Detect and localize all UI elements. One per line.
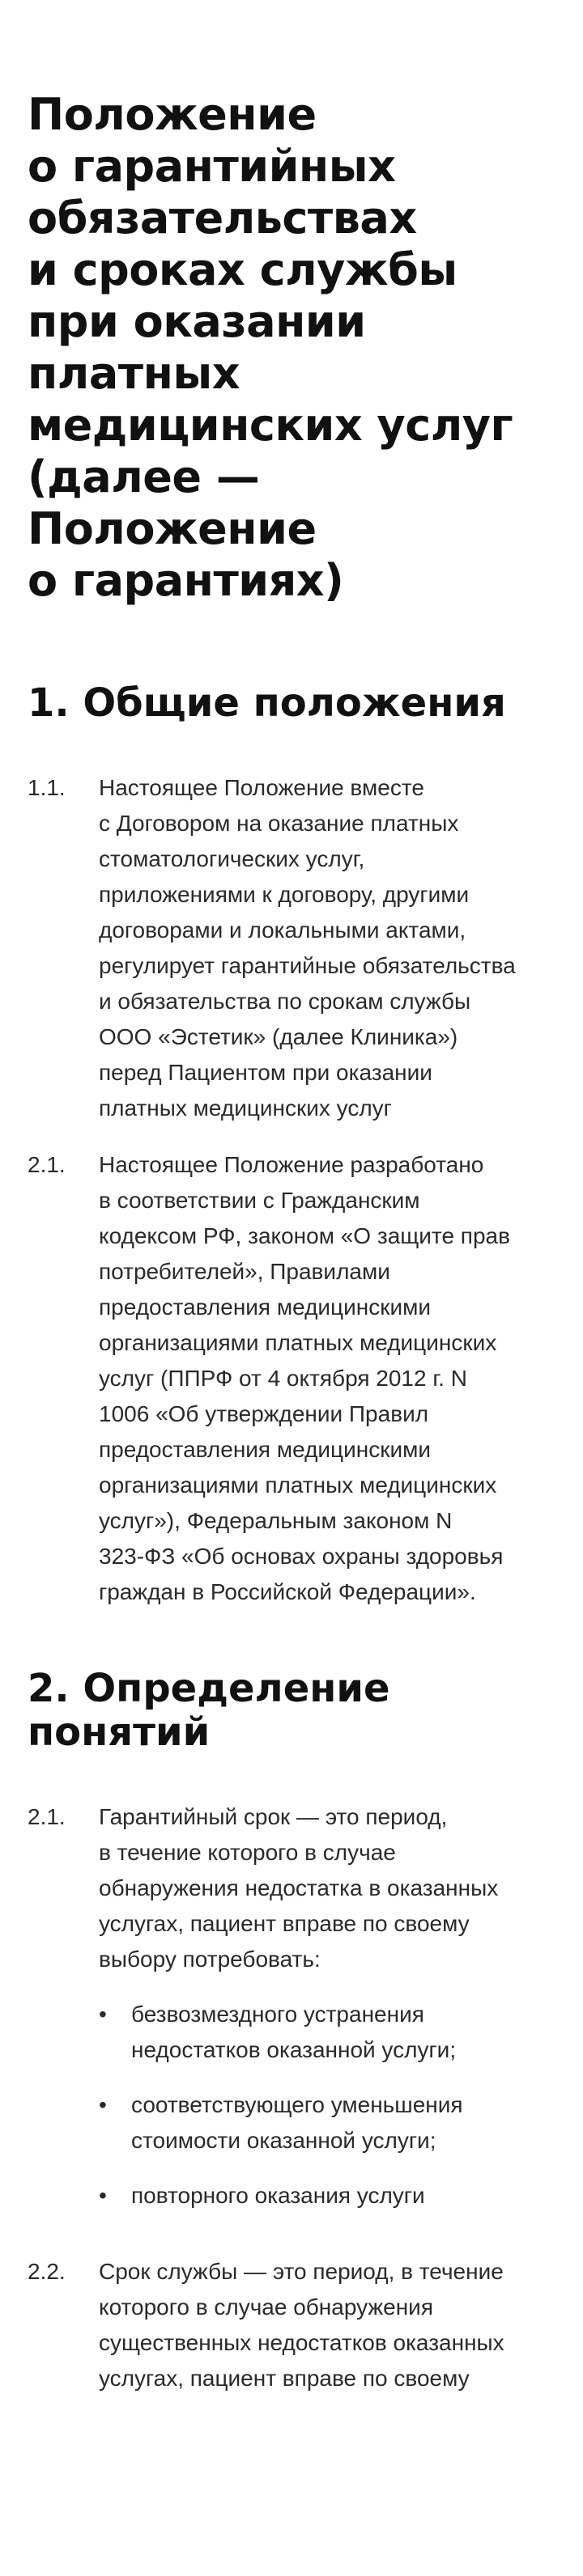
clause-line: ООО «Эстетик» (далее Клиника»): [99, 1024, 458, 1049]
clause-line: платных медицинских услуг: [99, 1095, 392, 1121]
clause-number: 2.2.: [28, 2259, 66, 2284]
section-title-line: 2. Определение: [28, 1666, 390, 1711]
title-line: о гарантиях): [28, 555, 344, 606]
clause: [28, 770, 559, 1126]
section-title-line: 1. Общие положения: [28, 680, 506, 726]
clause-text: [99, 2254, 559, 2396]
clause-line: в течение которого в случае: [99, 1840, 396, 1865]
clause-line: организациями платных медицинских: [99, 1472, 497, 1498]
clause-line: которого в случае обнаружения: [99, 2294, 433, 2320]
clause-line: Гарантийный срок — это период,: [99, 1804, 448, 1829]
bullet-text: [131, 1997, 559, 2068]
clause-line: услуг (ППРФ от 4 октября 2012 г. N: [99, 1366, 467, 1391]
bullet-icon: •: [99, 2183, 107, 2208]
clause: [28, 2254, 559, 2396]
title-line: и сроках службы: [28, 244, 457, 295]
bullet-line: соответствующего уменьшения: [131, 2092, 463, 2117]
clause-line: услугах, пациент вправе по своему: [99, 1911, 470, 1936]
clause-text: [99, 770, 559, 1126]
clause-line: в соответствии с Гражданским: [99, 1188, 420, 1213]
clause-line: организациями платных медицинских: [99, 1330, 497, 1355]
clause-text: [99, 1799, 559, 2233]
title-line: о гарантийных: [28, 141, 396, 192]
bullet-icon: •: [99, 2002, 107, 2027]
list-item: [99, 2087, 559, 2159]
clause-line: Настоящее Положение вместе: [99, 775, 424, 800]
section-title-line: понятий: [28, 1710, 211, 1755]
title-line: (далее —: [28, 451, 260, 502]
section-general-provisions: [28, 681, 559, 1610]
clause-line: потребителей», Правилами: [99, 1259, 390, 1284]
clause-line: предоставления медицинскими: [99, 1437, 431, 1462]
clause-line: услуг»), Федеральным законом N: [99, 1508, 453, 1533]
clause: [28, 1799, 559, 2233]
clause-line: обнаружения недостатка в оказанных: [99, 1875, 499, 1900]
clause-line: 1006 «Об утверждении Правил: [99, 1401, 429, 1426]
title-line: при оказании: [28, 296, 366, 347]
clause-text: [99, 1147, 559, 1610]
clause-line: предоставления медицинскими: [99, 1294, 431, 1320]
bullet-line: повторного оказания услуги: [131, 2183, 425, 2208]
clause: [28, 1147, 559, 1610]
list-item: [99, 1997, 559, 2068]
clause-line: граждан в Российской Федерации».: [99, 1579, 476, 1604]
clause-line: выбору потребовать:: [99, 1947, 321, 1972]
bullet-text: [131, 2087, 559, 2159]
list-item: [99, 2178, 559, 2214]
title-line: медицинских услуг: [28, 400, 513, 451]
bullet-line: стоимости оказанной услуги;: [131, 2128, 436, 2153]
clause-line: Настоящее Положение разработано: [99, 1152, 484, 1177]
section-definitions: [28, 1667, 559, 2396]
bullet-line: недостатков оказанной услуги;: [131, 2037, 457, 2062]
title-line: Положение: [28, 503, 317, 554]
clause-line: перед Пациентом при оказании: [99, 1060, 432, 1085]
clause-line: стоматологических услуг,: [99, 846, 365, 871]
bullet-line: безвозмездного устранения: [131, 2002, 424, 2027]
clause-line: кодексом РФ, законом «О защите прав: [99, 1223, 510, 1248]
title-line: платных: [28, 348, 240, 399]
clause-line: 323-ФЗ «Об основах охраны здоровья: [99, 1544, 504, 1569]
clause-line: Срок службы — это период, в течение: [99, 2259, 504, 2284]
clause-line: и обязательства по срокам службы: [99, 989, 471, 1014]
clause-number: 2.1.: [28, 1152, 66, 1177]
section-title: [28, 1667, 559, 1754]
bullet-text: [131, 2178, 559, 2214]
clause-line: существенных недостатков оказанных: [99, 2330, 504, 2355]
document-title: [28, 89, 559, 607]
clause-line: регулирует гарантийные обязательства: [99, 953, 516, 978]
clause-number: 1.1.: [28, 775, 66, 800]
bullet-icon: •: [99, 2092, 107, 2117]
title-line: обязательствах: [28, 193, 417, 244]
section-title: [28, 681, 559, 725]
title-line: Положение: [28, 89, 317, 140]
clause-line: с Договором на оказание платных: [99, 811, 459, 836]
clause-line: договорами и локальными актами,: [99, 917, 466, 943]
clause-line: приложениями к договору, другими: [99, 882, 470, 907]
clause-line: услугах, пациент вправе по своему: [99, 2366, 470, 2391]
bullet-list: [99, 1997, 559, 2214]
clause-number: 2.1.: [28, 1804, 66, 1829]
